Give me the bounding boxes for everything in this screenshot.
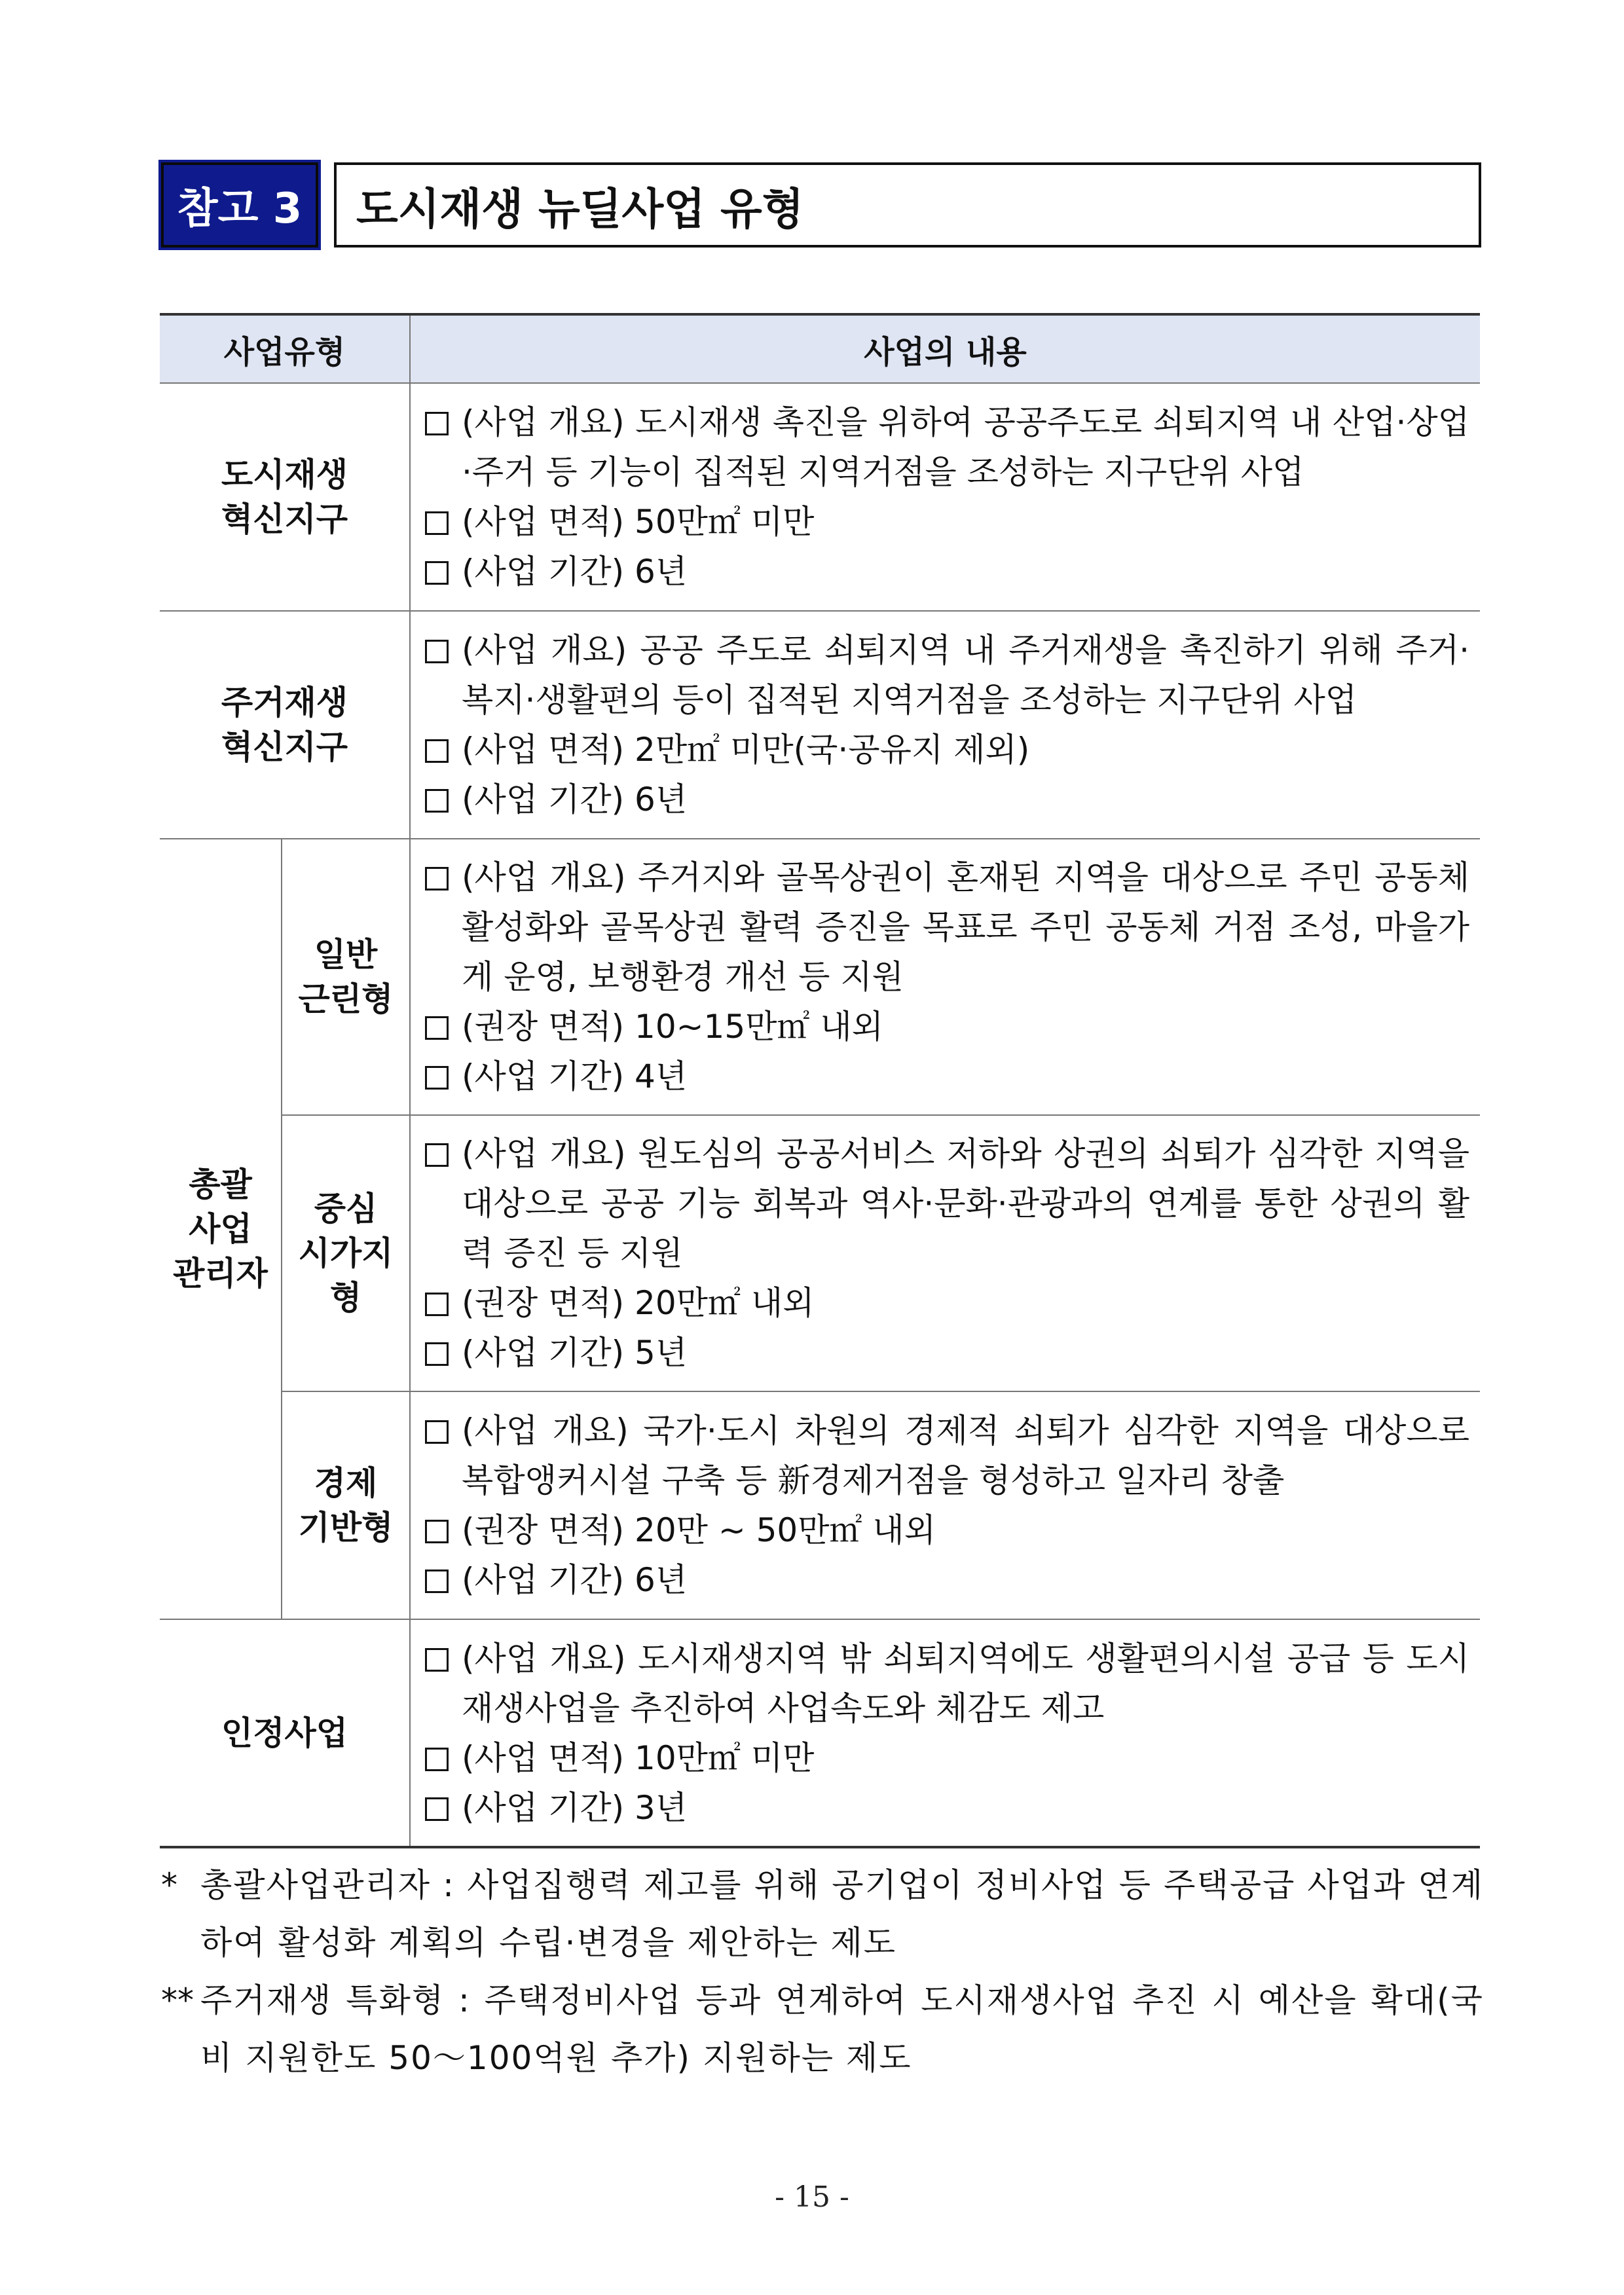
table-row xyxy=(160,383,1480,611)
checkbox-square-icon xyxy=(425,1143,449,1167)
row-content xyxy=(410,383,1480,611)
footnotes xyxy=(155,1856,1484,2087)
table-row xyxy=(160,611,1480,839)
row-content xyxy=(410,1619,1480,1847)
checkbox-square-icon xyxy=(425,1520,449,1543)
row-type: 주거재생 혁신지구 xyxy=(160,611,410,839)
checkbox-square-icon xyxy=(425,1342,449,1366)
table-header-row xyxy=(160,314,1480,383)
list-item: (사업 기간) 6년 xyxy=(425,547,1469,597)
table-row xyxy=(160,1619,1480,1847)
checkbox-square-icon xyxy=(425,1066,449,1090)
list-item: (권장 면적) 10~15만㎡ 내외 xyxy=(425,1002,1469,1052)
row-type: 인정사업 xyxy=(160,1619,410,1847)
list-item: (사업 개요) 도시재생 촉진을 위하여 공공주도로 쇠퇴지역 내 산업·상업·주거 등 기능이 집적된 지역거점을 조성하는 지구단위 사업 xyxy=(425,397,1469,497)
list-item: (권장 면적) 20만 ~ 50만㎡ 내외 xyxy=(425,1505,1469,1555)
list-item: (사업 면적) 10만㎡ 미만 xyxy=(425,1733,1469,1783)
checkbox-square-icon xyxy=(425,1570,449,1593)
footnote-text: 총괄사업관리자 : 사업집행력 제고를 위해 공기업이 정비사업 등 주택공급 사업과 연계하여 활성화 계획의 수립·변경을 제안하는 제도 xyxy=(200,1866,1484,1962)
checkbox-square-icon xyxy=(425,1420,449,1444)
checkbox-square-icon xyxy=(425,789,449,813)
checkbox-square-icon xyxy=(425,1648,449,1672)
row-type: 일반 근린형 xyxy=(282,839,410,1115)
section-header xyxy=(161,162,1481,248)
checkbox-square-icon xyxy=(425,412,449,435)
checkbox-square-icon xyxy=(425,1016,449,1040)
row-content xyxy=(410,1391,1480,1619)
list-item: (사업 기간) 4년 xyxy=(425,1052,1469,1101)
checkbox-square-icon xyxy=(425,1748,449,1771)
table-row xyxy=(160,1391,1480,1619)
header-type: 사업유형 xyxy=(160,314,410,383)
row-type: 중심 시가지형 xyxy=(282,1115,410,1391)
reference-badge: 참고 3 xyxy=(161,162,318,248)
checkbox-square-icon xyxy=(425,511,449,535)
list-item: (사업 개요) 공공 주도로 쇠퇴지역 내 주거재생을 촉진하기 위해 주거·복지·생활편의 등이 집적된 지역거점을 조성하는 지구단위 사업 xyxy=(425,625,1469,725)
checkbox-square-icon xyxy=(425,640,449,663)
checkbox-square-icon xyxy=(425,867,449,890)
header-content: 사업의 내용 xyxy=(410,314,1480,383)
list-item: (사업 개요) 도시재생지역 밖 쇠퇴지역에도 생활편의시설 공급 등 도시재생사업을 추진하여 사업속도와 체감도 제고 xyxy=(425,1634,1469,1733)
row-content xyxy=(410,839,1480,1115)
checkbox-square-icon xyxy=(425,1293,449,1316)
list-item: (사업 개요) 주거지와 골목상권이 혼재된 지역을 대상으로 주민 공동체 활성화와 골목상권 활력 증진을 목표로 주민 공동체 거점 조성, 마을가게 운영, 보행환경 개선 등 지원 xyxy=(425,853,1469,1002)
checkbox-square-icon xyxy=(425,1797,449,1821)
page-number: - 15 - xyxy=(775,2180,849,2214)
project-type-table xyxy=(160,313,1480,1848)
row-type: 도시재생 혁신지구 xyxy=(160,383,410,611)
group-label: 총괄 사업 관리자 xyxy=(160,839,282,1619)
section-title: 도시재생 뉴딜사업 유형 xyxy=(334,162,1481,248)
checkbox-square-icon xyxy=(425,561,449,585)
list-item: (사업 면적) 2만㎡ 미만(국·공유지 제외) xyxy=(425,725,1469,775)
table-row xyxy=(160,1115,1480,1391)
list-item: (사업 기간) 6년 xyxy=(425,775,1469,824)
list-item: (사업 개요) 국가·도시 차원의 경제적 쇠퇴가 심각한 지역을 대상으로 복합앵커시설 구축 등 新경제거점을 형성하고 일자리 창출 xyxy=(425,1406,1469,1505)
footnote xyxy=(155,1856,1484,1972)
list-item: (사업 기간) 3년 xyxy=(425,1783,1469,1833)
row-content xyxy=(410,611,1480,839)
list-item: (사업 기간) 6년 xyxy=(425,1555,1469,1605)
list-item: (사업 개요) 원도심의 공공서비스 저하와 상권의 쇠퇴가 심각한 지역을 대상으로 공공 기능 회복과 역사·문화·관광과의 연계를 통한 상권의 활력 증진 등 지원 xyxy=(425,1129,1469,1278)
list-item: (사업 기간) 5년 xyxy=(425,1328,1469,1378)
checkbox-square-icon xyxy=(425,739,449,763)
footnote-mark: * xyxy=(161,1866,177,1904)
footnote-text: 주거재생 특화형 : 주택정비사업 등과 연계하여 도시재생사업 추진 시 예산을 확대(국비 지원한도 50～100억원 추가) 지원하는 제도 xyxy=(200,1981,1484,2077)
footnote-mark: ** xyxy=(161,1981,194,2019)
list-item: (권장 면적) 20만㎡ 내외 xyxy=(425,1278,1469,1328)
row-content xyxy=(410,1115,1480,1391)
list-item: (사업 면적) 50만㎡ 미만 xyxy=(425,497,1469,547)
table-row xyxy=(160,839,1480,1115)
footnote xyxy=(155,1972,1484,2087)
row-type: 경제 기반형 xyxy=(282,1391,410,1619)
